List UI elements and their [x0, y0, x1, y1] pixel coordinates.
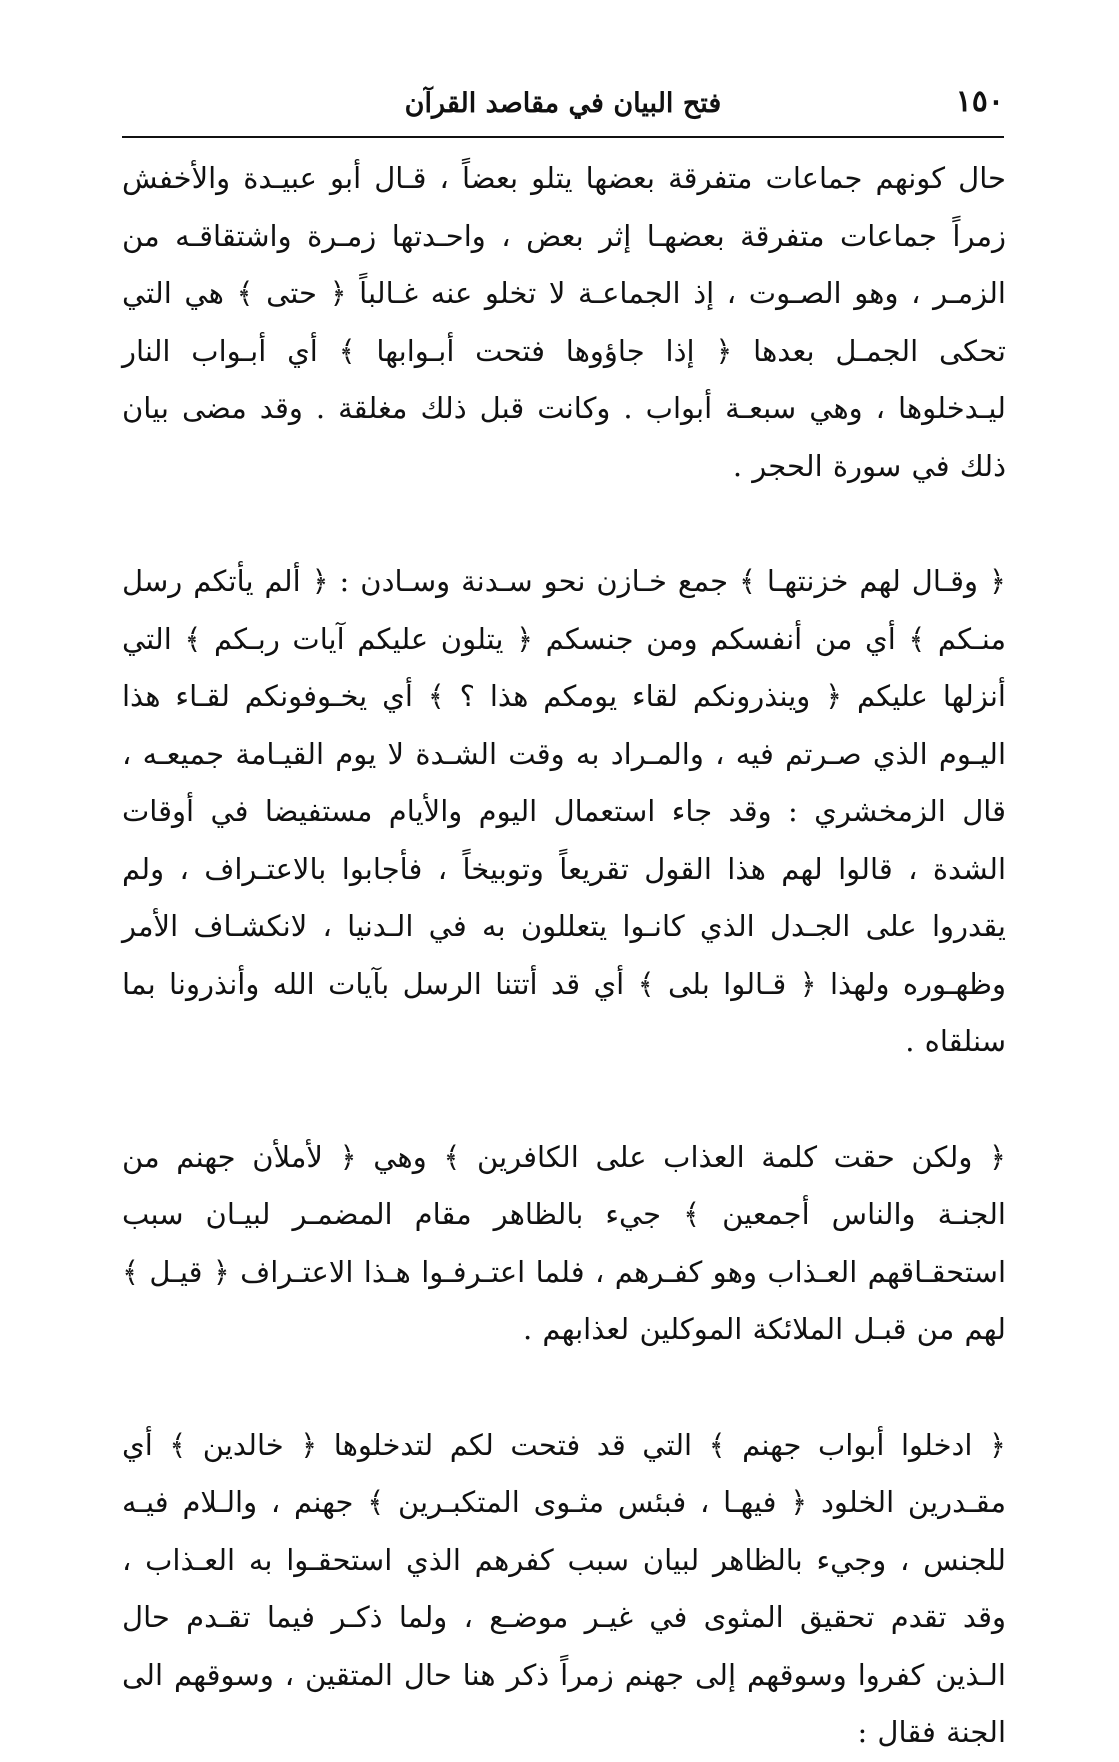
running-title: فتح البيان في مقاصد القرآن	[404, 88, 722, 119]
paragraph-4: ﴿ ادخلوا أبواب جهنم ﴾ التي قد فتحت لكم لتدخلوها ﴿ خالدين ﴾ أي مقـدرين الخلود ﴿ فيهـا ، فبئس مثـوى المتكبـرين ﴾ جهنم ، والـلام فيـه للجنس ، وجيء بالظاهر لبيان سبب كفرهم الذي استحقـوا به العـذاب ، وقد تقدم تحقيق المثوى في غيـر موضـع ، ولما ذكـر فيما تقـدم حال الـذين كفروا وسوقهم إلى جهنم زمراً ذكر هنا حال المتقين ، وسوقهم الى الجنة فقال :	[122, 1427, 1006, 1749]
page-header	[122, 80, 1004, 138]
paragraph-3: ﴿ ولكن حقت كلمة العذاب على الكافرين ﴾ وهي ﴿ لأملأن جهنم من الجنـة والناس أجمعين ﴾ جيء بالظاهر مقام المضمـر لبيـان سبب استحقـاقهم العـذاب وهو كفـرهم ، فلما اعتـرفـوا هـذا الاعتـراف ﴿ قيـل ﴾ لهم من قبـل الملائكة الموكلين لعذابهم .	[122, 1139, 1006, 1346]
paragraph-2: ﴿ وقـال لهم خزنتهـا ﴾ جمع خـازن نحو سـدنة وسـادن : ﴿ ألم يأتكم رسل منـكم ﴾ أي من أنفسكم ومن جنسكم ﴿ يتلون عليكم آيات ربـكم ﴾ التي أنزلها عليكم ﴿ وينذرونكم لقاء يومكم هذا ؟ ﴾ أي يخـوفونكم لقـاء هذا اليـوم الذي صـرتم فيه ، والمـراد به وقت الشـدة لا يوم القيـامة جميعـه ، قال الزمخشري : وقد جاء استعمال اليوم والأيام مستفيضا في أوقات الشدة ، قالوا لهم هذا القول تقريعاً وتوبيخاً ، فأجابوا بالاعتـراف ، ولم يقدروا على الجـدل الذي كانـوا يتعللون به في الـدنيا ، لانكشـاف الأمر وظهـوره ولهذا ﴿ قـالوا بلى ﴾ أي قد أتتنا الرسل بآيات الله وأنذرونا بما سنلقاه .	[122, 564, 1006, 1058]
page-body	[122, 150, 1006, 1762]
paragraph-1: حال كونهم جماعات متفرقة بعضها يتلو بعضاً ، قـال أبو عبيـدة والأخفش زمراً جماعات متفرقة بعضهـا إثر بعض ، واحـدتها زمـرة واشتقاقـه من الزمـر ، وهو الصـوت ، إذ الجماعـة لا تخلو عنه غـالباً ﴿ حتى ﴾ هي التي تحكى الجمـل بعدها ﴿ إذا جاؤوها فتحت أبـوابها ﴾ أي أبـواب النار ليـدخلوها ، وهي سبعـة أبواب . وكانت قبل ذلك مغلقة . وقد مضى بيان ذلك في سورة الحجر .	[122, 161, 1006, 483]
page-number: ١٥٠	[955, 84, 1004, 119]
